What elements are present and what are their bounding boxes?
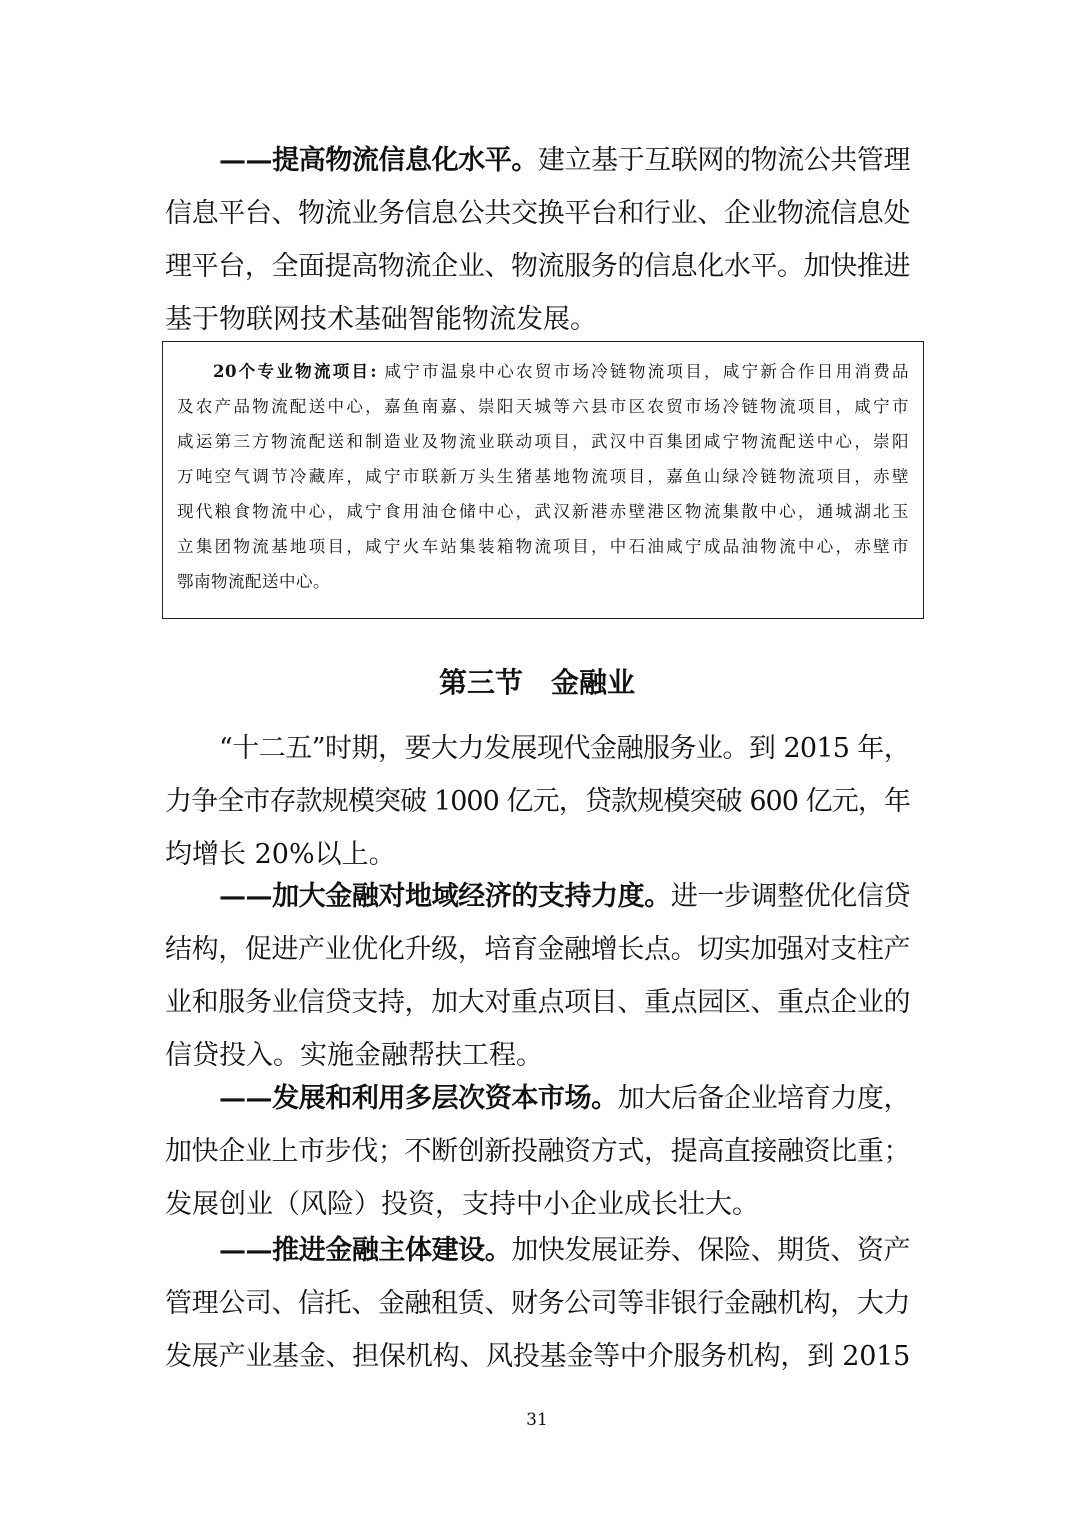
box-line: 立集团物流基地项目，咸宁火车站集装箱物流项目，中石油咸宁成品油物流中心，赤壁市	[177, 537, 909, 556]
box-text: 咸宁市温泉中心农贸市场冷链物流项目，咸宁新合作日用消费品	[376, 362, 909, 381]
paragraph-text: 进一步调整优化信贷	[670, 881, 911, 912]
paragraph-line: 加快企业上市步伐；不断创新投融资方式，提高直接融资比重；	[165, 1136, 910, 1167]
box-line: 及农产品物流配送中心，嘉鱼南嘉、崇阳天城等六县市区农贸市场冷链物流项目，咸宁市	[177, 397, 909, 416]
paragraph-line: 发展创业（风险）投资，支持中小企业成长壮大。	[165, 1189, 759, 1220]
page-number: 31	[526, 1410, 548, 1430]
section-heading: 第三节 金融业	[438, 666, 635, 699]
paragraph-line: 业和服务业信贷支持，加大对重点项目、重点园区、重点企业的	[165, 987, 910, 1018]
paragraph-lead: ——发展和利用多层次资本市场。	[219, 1083, 618, 1114]
paragraph-financial-support	[165, 870, 910, 1082]
paragraph-line: 均增长 20%以上。	[165, 839, 396, 870]
paragraph-line: “十二五”时期，要大力发展现代金融服务业。到 2015 年，	[219, 733, 910, 764]
paragraph-lead: ——加大金融对地域经济的支持力度。	[219, 881, 671, 912]
paragraph-line: 力争全市存款规模突破 1000 亿元，贷款规模突破 600 亿元，年	[165, 786, 910, 817]
paragraph-lead: ——提高物流信息化水平。	[219, 145, 538, 176]
paragraph-capital-market	[165, 1072, 910, 1231]
box-line: 万吨空气调节冷藏库，咸宁市联新万头生猪基地物流项目，嘉鱼山绿冷链物流项目，赤壁	[177, 467, 909, 486]
paragraph-line: 管理公司、信托、金融租赁、财务公司等非银行金融机构，大力	[165, 1288, 910, 1319]
paragraph-line: 结构，促进产业优化升级，培育金融增长点。切实加强对支柱产	[165, 934, 910, 965]
box-line: 鄂南物流配送中心。	[177, 572, 330, 591]
paragraph-line: 信息平台、物流业务信息公共交换平台和行业、企业物流信息处	[165, 198, 910, 229]
paragraph-lead: ——推进金融主体建设。	[219, 1235, 512, 1266]
paragraph-text: 建立基于互联网的物流公共管理	[537, 145, 911, 176]
box-line: 现代粮食物流中心，咸宁食用油仓储中心，武汉新港赤壁港区物流集散中心，通城湖北玉	[177, 502, 909, 521]
paragraph-finance-intro	[165, 722, 910, 881]
paragraph-line: 信贷投入。实施金融帮扶工程。	[165, 1040, 543, 1071]
paragraph-text: 加快发展证券、保险、期货、资产	[511, 1235, 911, 1266]
box-line: 咸运第三方物流配送和制造业及物流业联动项目，武汉中百集团咸宁物流配送中心，崇阳	[177, 432, 909, 451]
paragraph-logistics-informatization	[165, 134, 910, 346]
paragraph-financial-entities	[165, 1224, 910, 1383]
box-lead: 20个专业物流项目:	[213, 362, 377, 381]
paragraph-line: 发展产业基金、担保机构、风投基金等中介服务机构，到 2015	[165, 1341, 910, 1372]
paragraph-line: 理平台，全面提高物流企业、物流服务的信息化水平。加快推进	[165, 251, 910, 282]
paragraph-line: 基于物联网技术基础智能物流发展。	[165, 304, 597, 335]
paragraph-text: 加大后备企业培育力度，	[617, 1083, 911, 1114]
logistics-projects-box	[162, 341, 924, 619]
